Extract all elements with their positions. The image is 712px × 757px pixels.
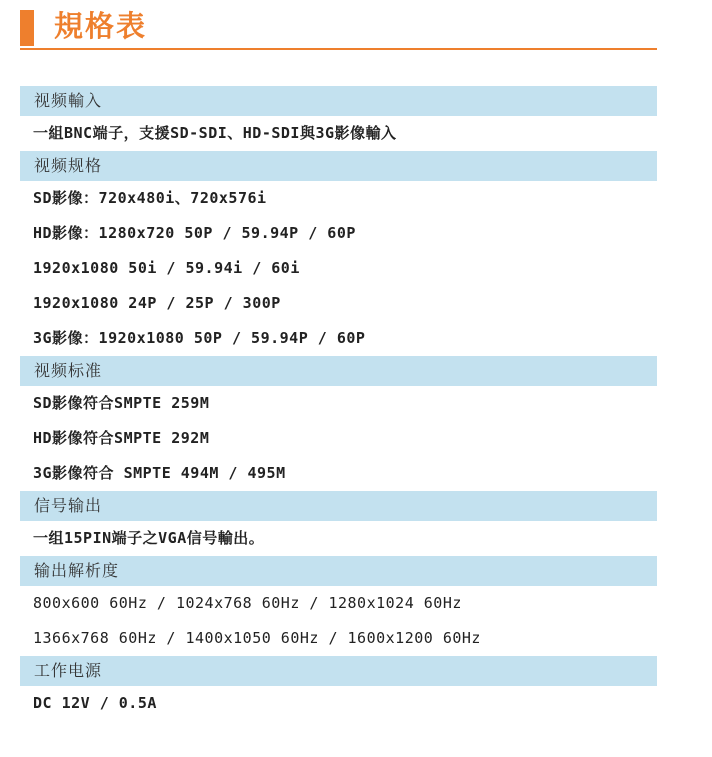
section-signal-output [20, 491, 657, 556]
section-heading: 信号输出 [20, 491, 657, 521]
page-title: 規格表 [54, 9, 148, 43]
spec-line: 一组15PIN端子之VGA信号輸出。 [33, 529, 265, 547]
spec-line: HD影像：1280x720 50P / 59.94P / 60P [33, 224, 356, 242]
spec-header [20, 8, 657, 50]
spec-line: 1920x1080 50i / 59.94i / 60i [33, 259, 300, 277]
spec-line: 3G影像：1920x1080 50P / 59.94P / 60P [33, 329, 366, 347]
spec-line: 3G影像符合 SMPTE 494M / 495M [33, 464, 286, 482]
section-video-spec [20, 151, 657, 356]
section-video-input [20, 86, 657, 151]
spec-line: 1366x768 60Hz / 1400x1050 60Hz / 1600x1200 60Hz [33, 629, 481, 647]
section-heading: 输出解析度 [20, 556, 657, 586]
section-output-resolution [20, 556, 657, 656]
section-power [20, 656, 657, 721]
spec-line: 1920x1080 24P / 25P / 300P [33, 294, 281, 312]
section-heading: 视频标准 [20, 356, 657, 386]
header-accent-bar [20, 10, 34, 46]
spec-line: 一組BNC端子，支援SD-SDI、HD-SDI與3G影像輸入 [33, 124, 397, 142]
spec-line: HD影像符合SMPTE 292M [33, 429, 210, 447]
section-heading: 视频輸入 [20, 86, 657, 116]
section-video-standard [20, 356, 657, 491]
section-heading: 视频规格 [20, 151, 657, 181]
spec-line: 800x600 60Hz / 1024x768 60Hz / 1280x1024 60Hz [33, 594, 462, 612]
spec-line: DC 12V / 0.5A [33, 694, 157, 712]
section-heading: 工作电源 [20, 656, 657, 686]
spec-table [20, 86, 657, 721]
spec-line: SD影像符合SMPTE 259M [33, 394, 210, 412]
spec-line: SD影像：720x480i、720x576i [33, 189, 267, 207]
